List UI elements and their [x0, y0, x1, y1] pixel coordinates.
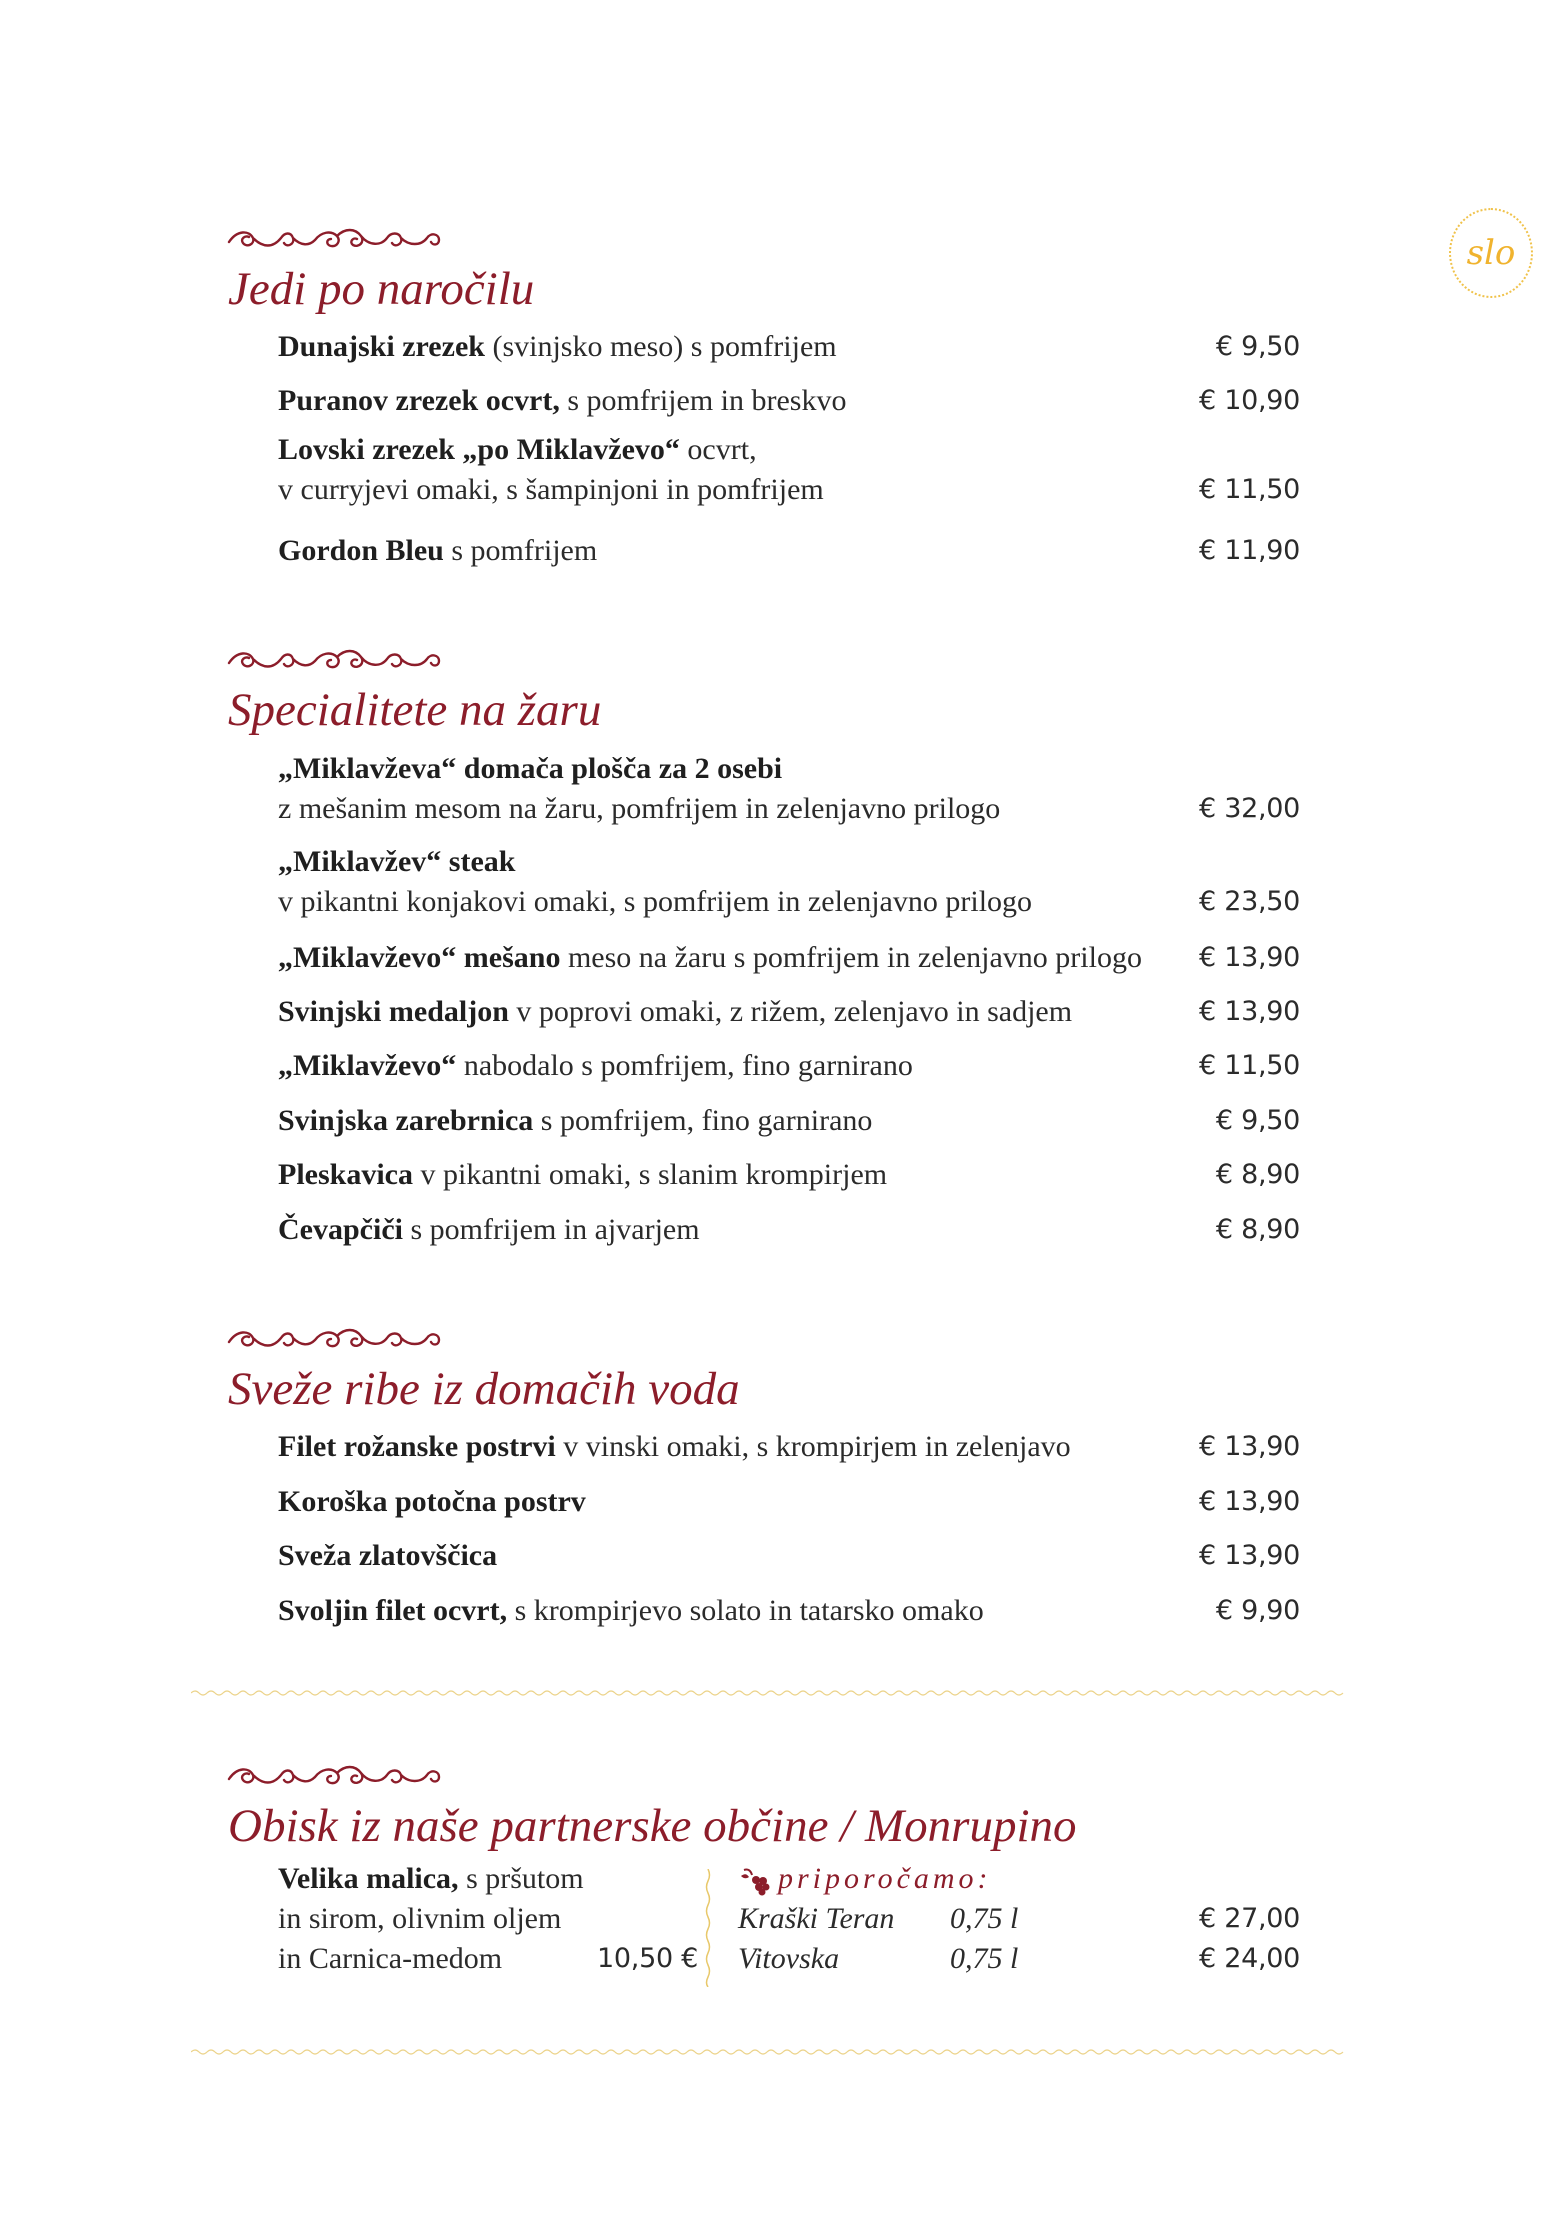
item-line: [278, 1475, 1300, 1529]
wine-price: € 24,00: [1199, 1943, 1300, 1974]
dish-description: s pomfrijem in ajvarjem: [402, 1213, 700, 1246]
item-line: [278, 931, 1300, 985]
menu-item: [278, 985, 1300, 1039]
dish-price: € 8,90: [1215, 1159, 1300, 1190]
item-line: [278, 1148, 1300, 1202]
dish-description: v pikantni omaki, s slanim krompirjem: [413, 1158, 888, 1191]
dish-price: € 11,50: [1199, 1050, 1300, 1081]
item-line: [278, 789, 1300, 829]
dish-description: meso na žaru s pomfrijem in zelenjavno prilogo: [560, 941, 1142, 974]
ornament-divider-1: [227, 224, 443, 256]
item-line: [278, 749, 1300, 789]
dish-price: € 13,90: [1199, 1540, 1300, 1571]
dish-description: s pomfrijem in breskvo: [559, 384, 847, 417]
item-line: [278, 374, 1300, 428]
item-line: [278, 1939, 698, 1979]
wine-name: Vitovska: [738, 1942, 840, 1975]
wine-row: [738, 1939, 1300, 1979]
dish-name: Gordon Bleu: [278, 534, 444, 567]
dish-name: Svinjski medaljon: [278, 995, 509, 1028]
dish-description: nabodalo s pomfrijem, fino garnirano: [456, 1049, 913, 1082]
menu-item: [278, 1203, 1300, 1257]
menu-item: [278, 1039, 1300, 1093]
section-title-1: Jedi po naročilu: [228, 263, 535, 315]
ornament-divider-3: [227, 1324, 443, 1356]
grape-icon: [738, 1866, 772, 1896]
dish-name: Puranov zrezek ocvrt,: [278, 384, 560, 417]
dish-price: 10,50 €: [597, 1943, 698, 1974]
section-title-4: Obisk iz naše partnerske občine / Monrupino: [228, 1800, 1077, 1852]
ornament-divider-2: [227, 645, 443, 677]
dish-description: v curryjevi omaki, s šampinjoni in pomfrijem: [278, 473, 824, 506]
ornament-divider-4: [227, 1761, 443, 1793]
dish-price: € 9,90: [1215, 1595, 1300, 1626]
item-line: [278, 1039, 1300, 1093]
item-line: [278, 430, 1300, 470]
dish-name: Dunajski zrezek: [278, 330, 485, 363]
language-badge[interactable]: [1449, 208, 1533, 298]
dish-description: s pršutom: [458, 1862, 584, 1895]
dish-description: in Carnica-medom: [278, 1942, 503, 1975]
dish-price: € 32,00: [1199, 793, 1300, 824]
dish-name: „Miklavževo“: [278, 1049, 457, 1082]
menu-item: [278, 524, 1300, 578]
dish-name: Filet rožanske postrvi: [278, 1430, 556, 1463]
dish-price: € 23,50: [1199, 886, 1300, 917]
dish-price: € 13,90: [1199, 1431, 1300, 1462]
wine-row: [738, 1899, 1300, 1939]
wave-divider-1: [191, 1689, 1344, 1697]
wine-price: € 27,00: [1199, 1903, 1300, 1934]
item-line: [278, 524, 1300, 578]
wave-divider-2: [191, 2048, 1344, 2056]
item-line: [278, 1203, 1300, 1257]
menu-item: [278, 1529, 1300, 1583]
dish-description: (svinjsko meso) s pomfrijem: [484, 330, 837, 363]
item-line: [278, 842, 1300, 882]
wine-name: Kraški Teran: [738, 1902, 895, 1935]
wine-volume: 0,75 l: [950, 1902, 1019, 1935]
dish-price: € 9,50: [1215, 331, 1300, 362]
dish-name: „Miklavževo“ mešano: [278, 941, 561, 974]
menu-item: [278, 842, 1300, 922]
malica-item: [278, 1859, 698, 1979]
dish-price: € 11,90: [1199, 535, 1300, 566]
dish-price: € 11,50: [1199, 474, 1300, 505]
item-line: [278, 1584, 1300, 1638]
dish-description: v poprovi omaki, z rižem, zelenjavo in sadjem: [508, 995, 1073, 1028]
dish-name: Koroška potočna postrv: [278, 1485, 586, 1518]
dish-description: s pomfrijem, fino garnirano: [533, 1104, 873, 1137]
menu-item: [278, 1148, 1300, 1202]
dish-description: v pikantni konjakovi omaki, s pomfrijem in zelenjavno prilogo: [278, 885, 1033, 918]
dish-price: € 13,90: [1199, 942, 1300, 973]
language-badge-label: slo: [1466, 233, 1516, 273]
dish-name: „Miklavževa“ domača plošča za 2 osebi: [278, 752, 783, 785]
item-line: [278, 882, 1300, 922]
menu-item: [278, 320, 1300, 374]
dish-name: „Miklavžev“ steak: [278, 845, 516, 878]
item-line: [278, 470, 1300, 510]
section-title-2: Specialitete na žaru: [228, 684, 602, 736]
menu-item: [278, 1420, 1300, 1474]
dish-description: in sirom, olivnim oljem: [278, 1902, 562, 1935]
dish-description: ocvrt,: [679, 433, 757, 466]
item-line: [278, 1420, 1300, 1474]
item-line: [278, 320, 1300, 374]
dish-price: € 13,90: [1199, 996, 1300, 1027]
menu-item: [278, 749, 1300, 829]
wine-recommendation: [738, 1859, 1300, 1979]
item-line: [278, 1529, 1300, 1583]
menu-item: [278, 931, 1300, 985]
dish-name: Lovski zrezek „po Miklavževo“: [278, 433, 680, 466]
section-title-3: Sveže ribe iz domačih voda: [228, 1363, 740, 1415]
item-line: [278, 985, 1300, 1039]
dish-name: Sveža zlatovščica: [278, 1539, 498, 1572]
dish-price: € 13,90: [1199, 1486, 1300, 1517]
dish-description: z mešanim mesom na žaru, pomfrijem in zelenjavno prilogo: [278, 792, 1001, 825]
wine-volume: 0,75 l: [950, 1942, 1019, 1975]
dish-description: s pomfrijem: [443, 534, 598, 567]
dish-name: Čevapčiči: [278, 1213, 403, 1246]
dish-description: v vinski omaki, s krompirjem in zelenjavo: [555, 1430, 1071, 1463]
dish-description: s krompirjevo solato in tatarsko omako: [507, 1594, 984, 1627]
dish-name: Svinjska zarebrnica: [278, 1104, 534, 1137]
item-line: [278, 1899, 698, 1939]
menu-item: [278, 1475, 1300, 1529]
dish-name: Velika malica,: [278, 1862, 459, 1895]
dish-price: € 10,90: [1199, 385, 1300, 416]
item-line: [278, 1859, 698, 1899]
dish-price: € 8,90: [1215, 1214, 1300, 1245]
menu-item: [278, 1094, 1300, 1148]
menu-item: [278, 1584, 1300, 1638]
dish-price: € 9,50: [1215, 1105, 1300, 1136]
dish-name: Svoljin filet ocvrt,: [278, 1594, 508, 1627]
menu-item: [278, 430, 1300, 510]
recommend-heading-row: [738, 1859, 1300, 1899]
dish-name: Pleskavica: [278, 1158, 413, 1191]
recommend-heading: priporočamo:: [778, 1862, 992, 1895]
menu-item: [278, 374, 1300, 428]
vertical-divider: [705, 1869, 711, 1987]
item-line: [278, 1094, 1300, 1148]
